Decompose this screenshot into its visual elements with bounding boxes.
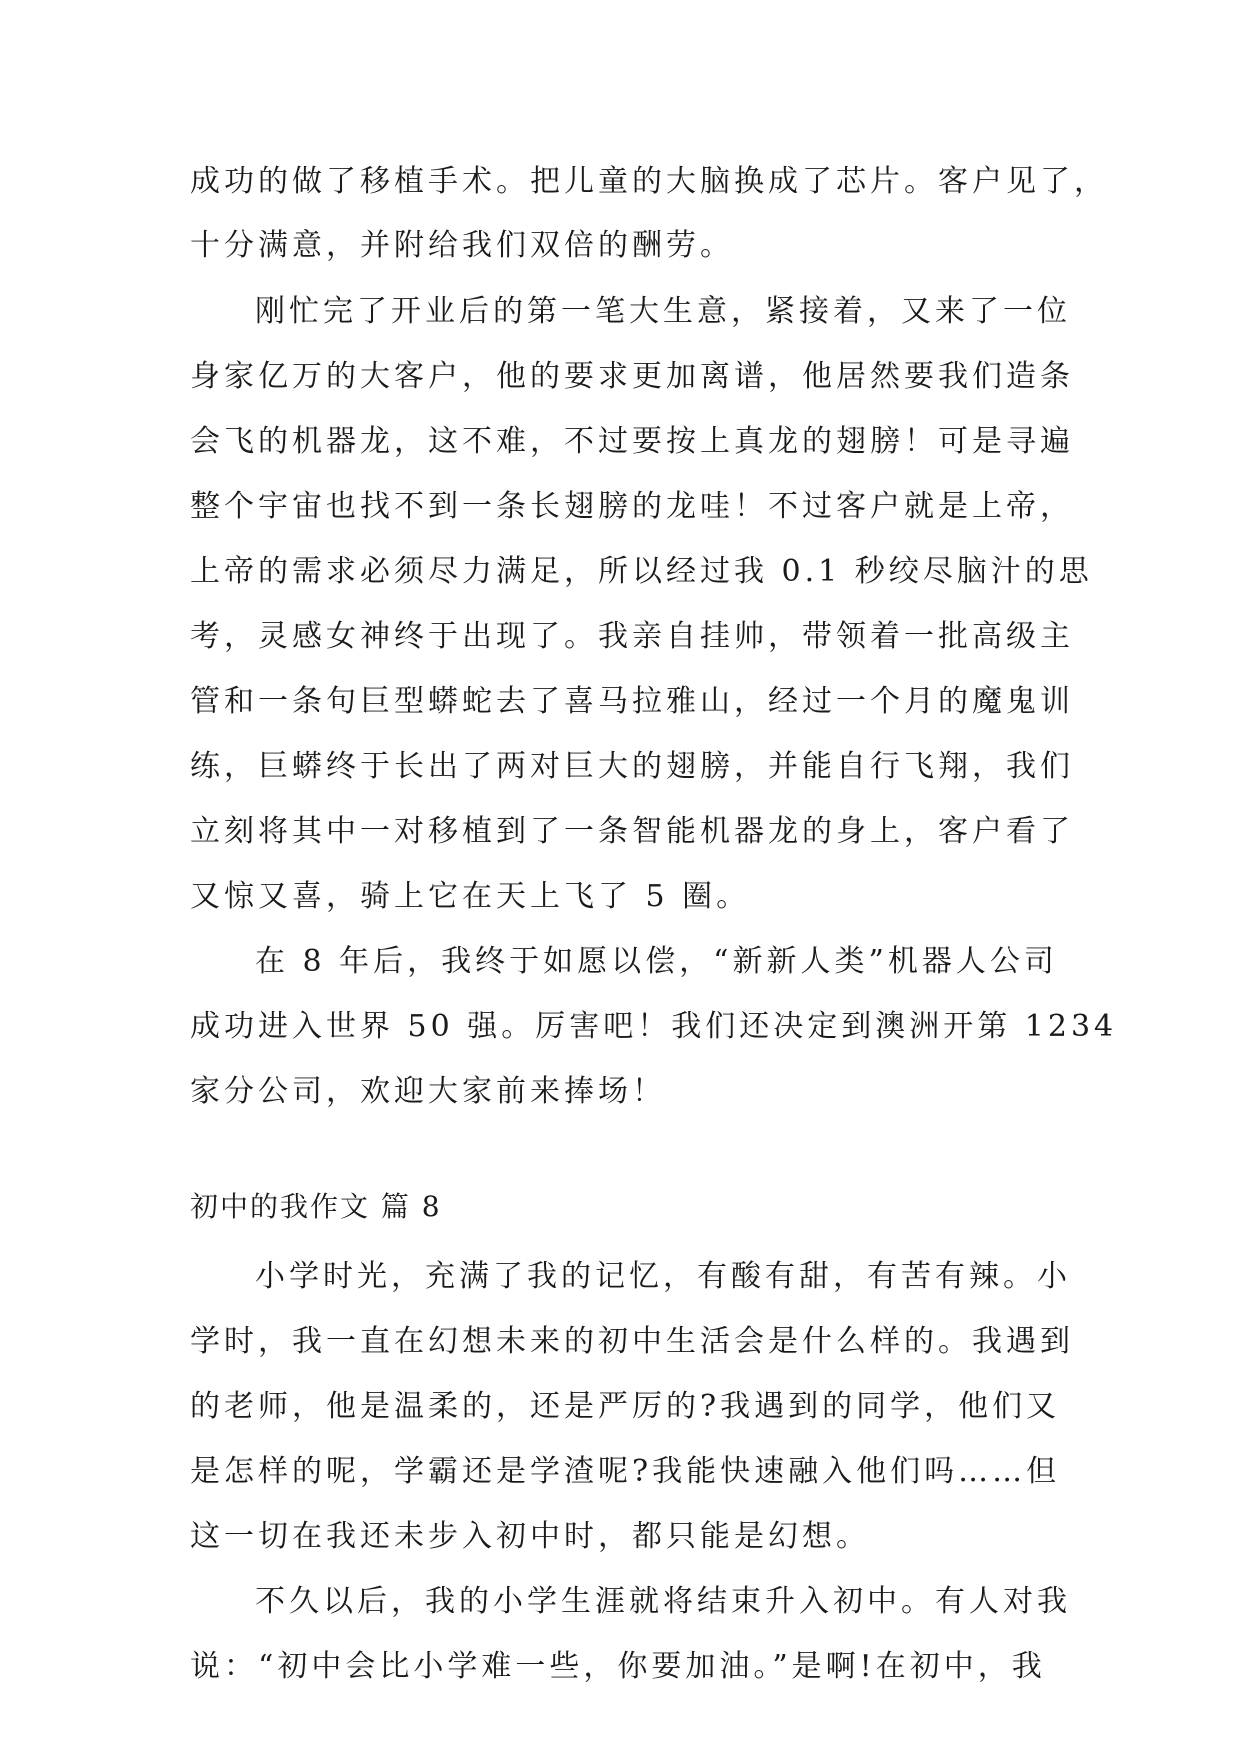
- paragraph-first-line: 在 8 年后，我终于如愿以偿，“新新人类”机器人公司: [255, 944, 1058, 979]
- text-line: 这一切在我还未步入初中时，都只能是幻想。: [190, 1519, 870, 1554]
- text-line: 是怎样的呢，学霸还是学渣呢?我能快速融入他们吗……但: [190, 1454, 1061, 1489]
- text-line: 十分满意，并附给我们双倍的酬劳。: [190, 228, 734, 263]
- text-line: 学时，我一直在幻想未来的初中生活会是什么样的。我遇到: [190, 1324, 1074, 1359]
- text-line: 说：“初中会比小学难一些，你要加油。”是啊!在初中，我: [190, 1649, 1046, 1684]
- text-line: 立刻将其中一对移植到了一条智能机器龙的身上，客户看了: [190, 814, 1074, 849]
- text-line: 练，巨蟒终于长出了两对巨大的翅膀，并能自行飞翔，我们: [190, 749, 1074, 784]
- text-line: 成功进入世界 50 强。厉害吧！我们还决定到澳洲开第 1234: [190, 1009, 1118, 1044]
- section-heading: 初中的我作文 篇 8: [190, 1190, 442, 1223]
- text-line: 整个宇宙也找不到一条长翅膀的龙哇！不过客户就是上帝，: [190, 489, 1074, 524]
- text-line: 会飞的机器龙，这不难，不过要按上真龙的翅膀！可是寻遍: [190, 424, 1074, 459]
- text-line: 身家亿万的大客户，他的要求更加离谱，他居然要我们造条: [190, 359, 1074, 394]
- text-line: 家分公司，欢迎大家前来捧场！: [190, 1074, 666, 1109]
- text-line: 又惊又喜，骑上它在天上飞了 5 圈。: [190, 879, 751, 914]
- text-line: 管和一条句巨型蟒蛇去了喜马拉雅山，经过一个月的魔鬼训: [190, 684, 1074, 719]
- paragraph-first-line: 小学时光，充满了我的记忆，有酸有甜，有苦有辣。小: [255, 1259, 1071, 1294]
- text-line: 的老师，他是温柔的，还是严厉的?我遇到的同学，他们又: [190, 1389, 1061, 1424]
- text-line: 上帝的需求必须尽力满足，所以经过我 0.1 秒绞尽脑汁的思: [190, 554, 1093, 589]
- text-line: 成功的做了移植手术。把儿童的大脑换成了芯片。客户见了，: [190, 164, 1108, 199]
- paragraph-first-line: 刚忙完了开业后的第一笔大生意，紧接着，又来了一位: [255, 294, 1071, 329]
- paragraph-first-line: 不久以后，我的小学生涯就将结束升入初中。有人对我: [255, 1584, 1071, 1619]
- text-line: 考，灵感女神终于出现了。我亲自挂帅，带领着一批高级主: [190, 619, 1074, 654]
